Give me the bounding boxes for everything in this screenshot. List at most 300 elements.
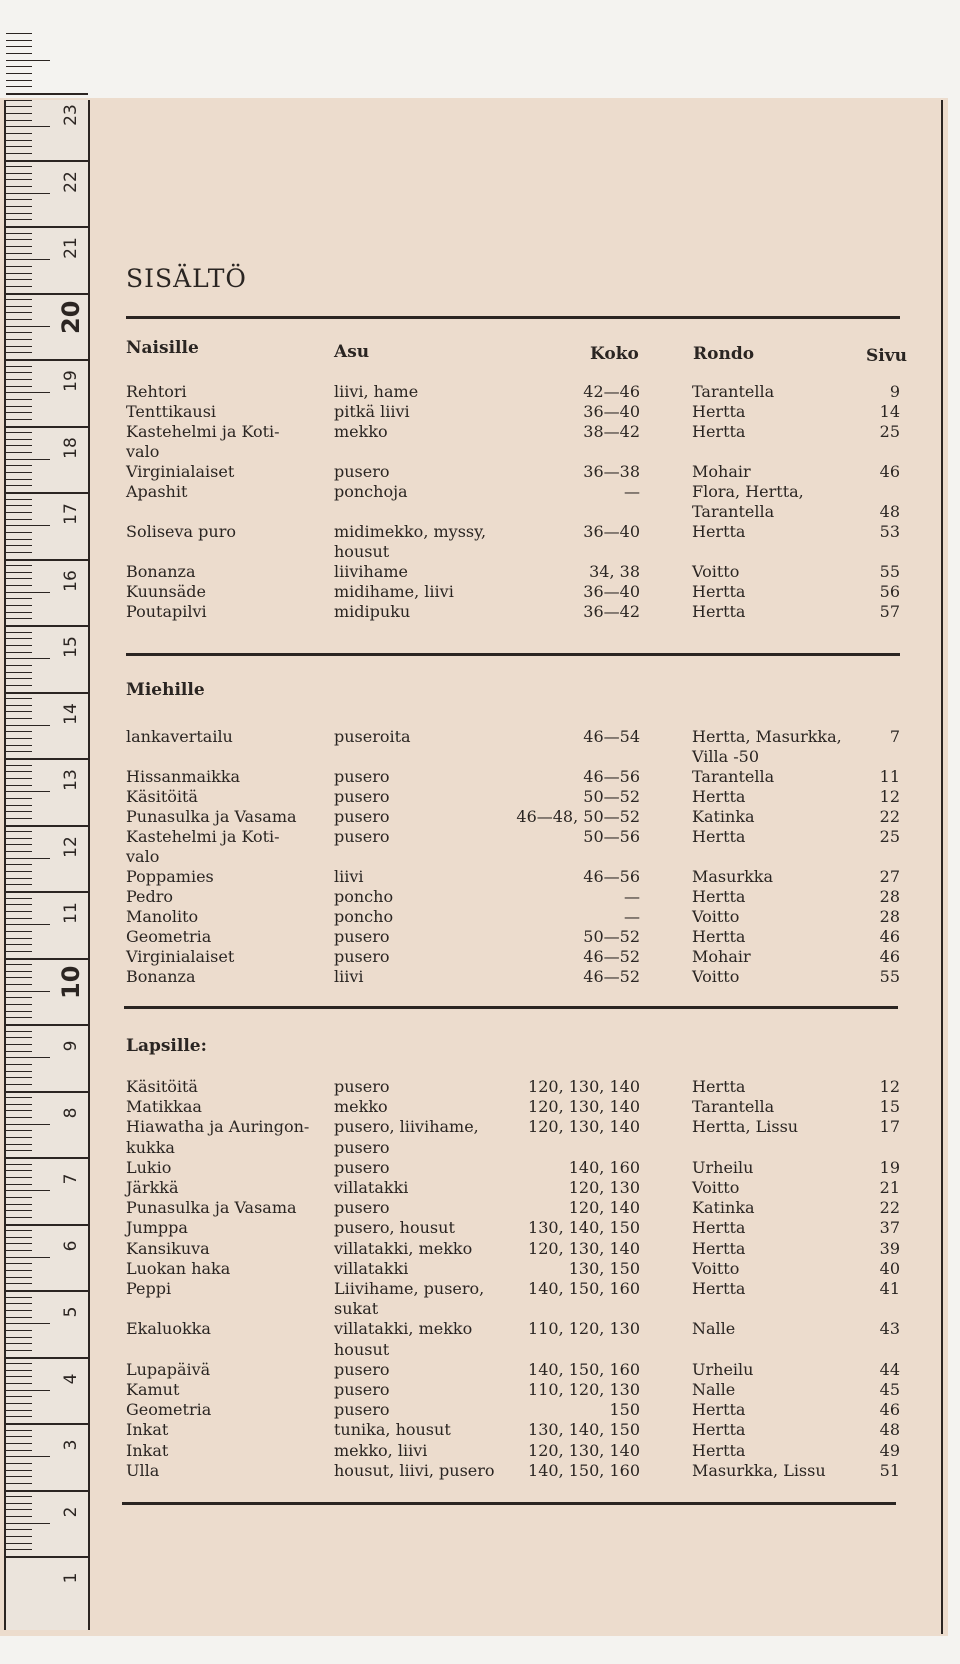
ruler-minor-tick xyxy=(6,1064,32,1065)
size: 120, 130, 140 xyxy=(528,1077,640,1096)
ruler-minor-tick xyxy=(6,100,32,101)
ruler-minor-tick xyxy=(6,645,32,646)
table-row xyxy=(0,1340,940,1360)
garment: liivi xyxy=(334,867,364,886)
yarn: Voitto xyxy=(692,562,740,581)
garment: pusero xyxy=(334,1077,390,1096)
garment: villatakki xyxy=(334,1178,409,1197)
page-number: 9 xyxy=(889,382,900,401)
ruler-minor-tick xyxy=(6,312,32,313)
garment: mekko, liivi xyxy=(334,1440,428,1460)
yarn: Hertta xyxy=(692,1420,746,1440)
size: 46—52 xyxy=(583,967,640,986)
ruler-number: 21 xyxy=(61,237,81,259)
table-row xyxy=(0,727,940,747)
size: — xyxy=(624,907,640,926)
pattern-name: Lupapäivä xyxy=(126,1359,211,1379)
ruler-minor-tick xyxy=(6,638,32,639)
size: 50—56 xyxy=(583,827,640,846)
yarn: Voitto xyxy=(692,967,740,986)
size: 130, 140, 150 xyxy=(528,1218,640,1238)
page-number: 19 xyxy=(879,1157,900,1177)
page-number: 51 xyxy=(879,1460,900,1480)
pattern-name: Punasulka ja Vasama xyxy=(126,807,297,826)
garment: pusero xyxy=(334,767,390,786)
garment: midihame, liivi xyxy=(334,582,454,601)
table-row xyxy=(0,442,940,462)
ruler-minor-tick xyxy=(6,372,32,373)
table-row xyxy=(0,1319,940,1339)
ruler-minor-tick xyxy=(6,153,32,154)
table-row xyxy=(0,522,940,542)
divider xyxy=(122,1502,896,1505)
garment: pusero xyxy=(334,1400,390,1420)
ruler-minor-tick xyxy=(6,718,32,719)
pattern-name: Pedro xyxy=(126,887,174,906)
header-rondo: Rondo xyxy=(693,344,755,364)
ruler-minor-tick xyxy=(6,233,32,234)
ruler-number: 8 xyxy=(61,1107,81,1118)
garment: mekko xyxy=(334,422,388,441)
ruler-minor-tick xyxy=(6,279,32,280)
pattern-name: Bonanza xyxy=(126,967,196,986)
pattern-name: Luokan haka xyxy=(126,1258,231,1278)
pattern-name: Rehtori xyxy=(126,382,187,401)
ruler-minor-tick xyxy=(6,352,32,353)
page-number: 45 xyxy=(879,1380,900,1399)
pattern-name: lankavertailu xyxy=(126,727,233,746)
yarn: Katinka xyxy=(692,1198,755,1218)
page-number: 22 xyxy=(879,807,900,826)
header-sivu: Sivu xyxy=(866,346,907,366)
size: 36—40 xyxy=(583,522,640,541)
pattern-name: kukka xyxy=(126,1137,175,1157)
yarn: Hertta xyxy=(692,402,746,421)
ruler-tick xyxy=(6,359,88,361)
yarn: Urheilu xyxy=(692,1359,754,1379)
section-title-lapsille: Lapsille: xyxy=(126,1036,207,1056)
ruler-number: 11 xyxy=(61,902,81,924)
table-row xyxy=(0,422,940,442)
ruler-minor-tick xyxy=(6,326,50,327)
ruler-minor-tick xyxy=(6,80,32,81)
table-row xyxy=(0,907,940,927)
pattern-name: Kuunsäde xyxy=(126,582,206,601)
page-number: 21 xyxy=(879,1178,900,1197)
ruler-number: 12 xyxy=(61,835,81,858)
ruler-minor-tick xyxy=(6,1057,50,1058)
yarn: Tarantella xyxy=(692,767,775,786)
pattern-name: Virginialaiset xyxy=(126,947,235,966)
pattern-name: Geometria xyxy=(126,927,212,946)
table-row xyxy=(0,867,940,887)
ruler-minor-tick xyxy=(6,299,32,300)
ruler-minor-tick xyxy=(6,1503,32,1504)
ruler-minor-tick xyxy=(6,179,32,180)
page-number: 48 xyxy=(879,502,900,521)
table-row xyxy=(0,462,940,482)
table-row xyxy=(0,1077,940,1097)
size: 46—54 xyxy=(583,727,640,746)
garment: pusero, housut xyxy=(334,1218,455,1238)
ruler-number: 4 xyxy=(61,1373,81,1384)
garment: pusero xyxy=(334,787,390,806)
page-number: 55 xyxy=(879,967,900,986)
garment: liivi xyxy=(334,967,364,986)
table-row xyxy=(0,1259,940,1279)
table-row xyxy=(0,402,940,422)
garment: pusero xyxy=(334,807,390,826)
size: 120, 130, 140 xyxy=(528,1097,640,1117)
ruler-number: 23 xyxy=(61,104,81,126)
table-row xyxy=(0,1198,940,1218)
page-number: 12 xyxy=(879,787,900,806)
ruler-number: 22 xyxy=(61,170,81,193)
ruler-minor-tick xyxy=(6,366,32,367)
size: 150 xyxy=(609,1400,640,1420)
ruler-minor-tick xyxy=(6,219,32,220)
size: 120, 140 xyxy=(568,1198,640,1218)
table-row xyxy=(0,482,940,502)
ruler-number: 5 xyxy=(61,1306,81,1318)
page-number: 46 xyxy=(879,927,900,946)
page-number: 49 xyxy=(879,1440,900,1460)
pattern-name: Hiawatha ja Auringon- xyxy=(126,1117,310,1137)
page-number: 27 xyxy=(879,867,900,886)
size: 36—38 xyxy=(583,462,640,481)
pattern-name: Soliseva puro xyxy=(126,522,236,541)
header-asu: Asu xyxy=(334,342,370,362)
page-number: 28 xyxy=(879,887,900,906)
ruler-minor-tick xyxy=(6,1037,32,1038)
table-row xyxy=(0,602,940,622)
size: 110, 120, 130 xyxy=(528,1319,640,1339)
ruler-tick xyxy=(6,1024,88,1026)
size: 46—56 xyxy=(583,767,640,786)
pattern-name: Järkkä xyxy=(126,1178,179,1197)
ruler-minor-tick xyxy=(6,40,32,41)
yarn: Voitto xyxy=(692,1178,740,1197)
table-row xyxy=(0,967,940,987)
ruler-number: 20 xyxy=(57,300,85,334)
yarn: Hertta xyxy=(692,522,746,541)
ruler-minor-tick xyxy=(6,66,32,67)
table-row xyxy=(0,502,940,522)
ruler-minor-tick xyxy=(6,213,32,214)
yarn: Hertta, Masurkka, xyxy=(692,727,842,746)
ruler-minor-tick xyxy=(6,1071,32,1072)
ruler-minor-tick xyxy=(6,1044,32,1045)
yarn: Hertta xyxy=(692,582,746,601)
ruler-number: 2 xyxy=(61,1506,81,1517)
yarn: Hertta xyxy=(692,887,746,906)
pattern-name: Käsitöitä xyxy=(126,787,198,806)
table-row xyxy=(0,787,940,807)
garment: pusero xyxy=(334,927,390,946)
table-row xyxy=(0,1138,940,1158)
ruler-number: 9 xyxy=(61,1040,81,1052)
ruler-minor-tick xyxy=(6,1536,32,1537)
garment: liivi, hame xyxy=(334,382,419,401)
page-number: 12 xyxy=(879,1077,900,1096)
pattern-name: Apashit xyxy=(126,482,188,501)
size: 140, 150, 160 xyxy=(528,1279,640,1298)
garment: midimekko, myssy, xyxy=(334,522,487,541)
ruler-number: 7 xyxy=(61,1173,81,1185)
garment: ponchoja xyxy=(334,482,408,501)
ruler-minor-tick xyxy=(6,711,32,712)
yarn: Nalle xyxy=(692,1319,736,1339)
ruler-number: 3 xyxy=(61,1439,81,1451)
ruler-minor-tick xyxy=(6,632,32,633)
yarn: Hertta xyxy=(692,1218,746,1238)
garment: tunika, housut xyxy=(334,1420,451,1440)
yarn: Hertta xyxy=(692,422,746,441)
ruler-minor-tick xyxy=(6,332,32,333)
garment: pusero xyxy=(334,827,390,846)
ruler-tick xyxy=(6,1556,88,1558)
page-number: 43 xyxy=(879,1319,900,1339)
page-number: 15 xyxy=(879,1097,900,1117)
table-row xyxy=(0,1360,940,1380)
ruler-number: 1 xyxy=(61,1572,81,1584)
yarn: Hertta xyxy=(692,1077,746,1096)
yarn: Masurkka xyxy=(692,867,774,886)
ruler-tick xyxy=(6,692,88,694)
yarn: Hertta xyxy=(692,1400,746,1420)
garment: housut xyxy=(334,542,390,561)
ruler-minor-tick xyxy=(6,53,32,54)
pattern-name: Kansikuva xyxy=(126,1238,210,1258)
table-row xyxy=(0,947,940,967)
page-number: 7 xyxy=(889,727,900,746)
size: 140, 150, 160 xyxy=(528,1359,640,1379)
ruler-number: 18 xyxy=(61,436,81,459)
ruler-number: 10 xyxy=(57,965,85,999)
pattern-name: Käsitöitä xyxy=(126,1077,198,1096)
ruler-number: 14 xyxy=(61,702,81,725)
ruler-minor-tick xyxy=(6,346,32,347)
garment: pusero xyxy=(334,1198,390,1218)
ruler-minor-tick xyxy=(6,306,32,307)
ruler-minor-tick xyxy=(6,286,32,287)
page-border xyxy=(941,100,943,1634)
page-number: 22 xyxy=(879,1198,900,1218)
ruler-minor-tick xyxy=(6,1483,32,1484)
ruler-minor-tick xyxy=(6,166,32,167)
size: 120, 130, 140 xyxy=(528,1238,640,1258)
size: 46—48, 50—52 xyxy=(516,807,640,826)
garment: mekko xyxy=(334,1097,388,1117)
page-number: 39 xyxy=(879,1238,900,1258)
ruler-minor-tick xyxy=(6,106,32,107)
pattern-name: Poutapilvi xyxy=(126,602,207,621)
ruler-minor-tick xyxy=(6,140,32,141)
table-row xyxy=(0,1218,940,1238)
ruler-minor-tick xyxy=(6,665,32,666)
size: 36—42 xyxy=(583,602,640,621)
ruler-minor-tick xyxy=(6,339,32,340)
ruler-minor-tick xyxy=(6,319,32,320)
table-row xyxy=(0,1299,940,1319)
page-number: 14 xyxy=(879,402,900,421)
ruler-minor-tick xyxy=(6,46,32,47)
ruler-minor-tick xyxy=(6,266,32,267)
garment: liivihame xyxy=(334,562,408,581)
table-row xyxy=(0,847,940,867)
size: 130, 140, 150 xyxy=(528,1420,640,1440)
pattern-name: Kastehelmi ja Koti- xyxy=(126,422,280,441)
page-number: 11 xyxy=(879,767,900,786)
garment: villatakki xyxy=(334,1258,409,1278)
garment: villatakki, mekko xyxy=(334,1319,473,1339)
ruler-minor-tick xyxy=(6,273,32,274)
ruler-minor-tick xyxy=(6,1031,32,1032)
ruler-minor-tick xyxy=(6,186,32,187)
ruler-tick xyxy=(6,293,88,295)
table-row xyxy=(0,827,940,847)
pattern-name: Jumppa xyxy=(126,1218,188,1238)
yarn: Hertta xyxy=(692,787,746,806)
ruler-minor-tick xyxy=(6,1543,32,1544)
yarn: Urheilu xyxy=(692,1157,754,1177)
pattern-name: Kastehelmi ja Koti- xyxy=(126,827,280,846)
ruler-minor-tick xyxy=(6,73,32,74)
ruler-minor-tick xyxy=(6,1051,32,1052)
ruler-minor-tick xyxy=(6,193,50,194)
ruler-minor-tick xyxy=(6,259,50,260)
yarn: Hertta, Lissu xyxy=(692,1117,799,1137)
ruler-minor-tick xyxy=(6,246,32,247)
ruler-minor-tick xyxy=(6,86,32,87)
pattern-name: Matikkaa xyxy=(126,1097,202,1117)
table-row xyxy=(0,1279,940,1299)
ruler-minor-tick xyxy=(6,991,50,992)
ruler-minor-tick xyxy=(6,1017,32,1018)
ruler-number: 15 xyxy=(61,636,81,658)
pattern-name: Kamut xyxy=(126,1380,180,1399)
garment: pitkä liivi xyxy=(334,402,410,421)
ruler-number: 19 xyxy=(61,370,81,392)
garment: poncho xyxy=(334,907,394,926)
size: 110, 120, 130 xyxy=(528,1380,640,1399)
table-row xyxy=(0,1178,940,1198)
ruler-number: 13 xyxy=(61,769,81,791)
ruler-minor-tick xyxy=(6,1496,32,1497)
ruler-minor-tick xyxy=(6,379,32,380)
pattern-name: Bonanza xyxy=(126,562,196,581)
yarn: Masurkka, Lissu xyxy=(692,1460,826,1480)
ruler-minor-tick xyxy=(6,678,32,679)
garment: pusero xyxy=(334,947,390,966)
page-number: 53 xyxy=(879,522,900,541)
pattern-name: Peppi xyxy=(126,1279,172,1298)
yarn: Hertta xyxy=(692,827,746,846)
table-row xyxy=(0,1239,940,1259)
ruler-minor-tick xyxy=(6,239,32,240)
size: 46—56 xyxy=(583,867,640,886)
size: 46—52 xyxy=(583,947,640,966)
size: 120, 130, 140 xyxy=(528,1117,640,1137)
table-row xyxy=(0,542,940,562)
page-number: 46 xyxy=(879,462,900,481)
size: 50—52 xyxy=(583,787,640,806)
yarn: Tarantella xyxy=(692,1097,775,1117)
garment: pusero xyxy=(334,1380,390,1399)
pattern-name: valo xyxy=(126,847,160,866)
garment: sukat xyxy=(334,1299,379,1319)
table-row xyxy=(0,1441,940,1461)
garment: pusero, liivihame, xyxy=(334,1117,479,1137)
header-koko: Koko xyxy=(590,344,639,364)
page-number: 17 xyxy=(879,1117,900,1137)
ruler-minor-tick xyxy=(6,60,50,61)
ruler-minor-tick xyxy=(6,997,32,998)
page-number: 48 xyxy=(879,1420,900,1440)
table-row xyxy=(0,1117,940,1137)
garment: villatakki, mekko xyxy=(334,1238,473,1258)
table-row xyxy=(0,1461,940,1481)
size: 38—42 xyxy=(583,422,640,441)
ruler-tick xyxy=(6,160,88,162)
ruler-minor-tick xyxy=(6,206,32,207)
table-row xyxy=(0,1420,940,1440)
divider xyxy=(124,1006,898,1009)
page-number: 56 xyxy=(879,582,900,601)
yarn: Hertta xyxy=(692,602,746,621)
ruler-minor-tick xyxy=(6,1549,32,1550)
yarn: Voitto xyxy=(692,907,740,926)
pattern-name: Geometria xyxy=(126,1400,212,1420)
pattern-name: Ulla xyxy=(126,1460,160,1480)
page-number: 57 xyxy=(879,602,900,621)
table-row xyxy=(0,382,940,402)
garment: poncho xyxy=(334,887,394,906)
ruler-minor-tick xyxy=(6,658,50,659)
ruler-minor-tick xyxy=(6,1011,32,1012)
page-number: 41 xyxy=(879,1279,900,1298)
page-number: 44 xyxy=(879,1359,900,1379)
garment: pusero xyxy=(334,462,390,481)
yarn: Hertta xyxy=(692,927,746,946)
size: 34, 38 xyxy=(589,562,640,581)
pattern-name: Poppamies xyxy=(126,867,214,886)
ruler-number: 16 xyxy=(61,569,81,592)
ruler-minor-tick xyxy=(6,133,32,134)
page-number: 25 xyxy=(879,827,900,846)
ruler-minor-tick xyxy=(6,1516,32,1517)
page-number: 46 xyxy=(879,1400,900,1420)
page-title: SISÄLTÖ xyxy=(126,264,247,293)
yarn: Hertta xyxy=(692,1238,746,1258)
pattern-name: Lukio xyxy=(126,1157,172,1177)
size: 50—52 xyxy=(583,927,640,946)
ruler-tick xyxy=(6,625,88,627)
page-number: 40 xyxy=(879,1258,900,1278)
page-number: 28 xyxy=(879,907,900,926)
yarn: Nalle xyxy=(692,1380,736,1399)
ruler-tick xyxy=(6,226,88,228)
size: 36—40 xyxy=(583,582,640,601)
ruler-minor-tick xyxy=(6,672,32,673)
ruler-tick xyxy=(6,93,88,95)
size: 36—40 xyxy=(583,402,640,421)
table-row xyxy=(0,807,940,827)
table-row xyxy=(0,1400,940,1420)
page-number: 25 xyxy=(879,422,900,441)
pattern-name: Ekaluokka xyxy=(126,1319,211,1339)
table-row xyxy=(0,747,940,767)
